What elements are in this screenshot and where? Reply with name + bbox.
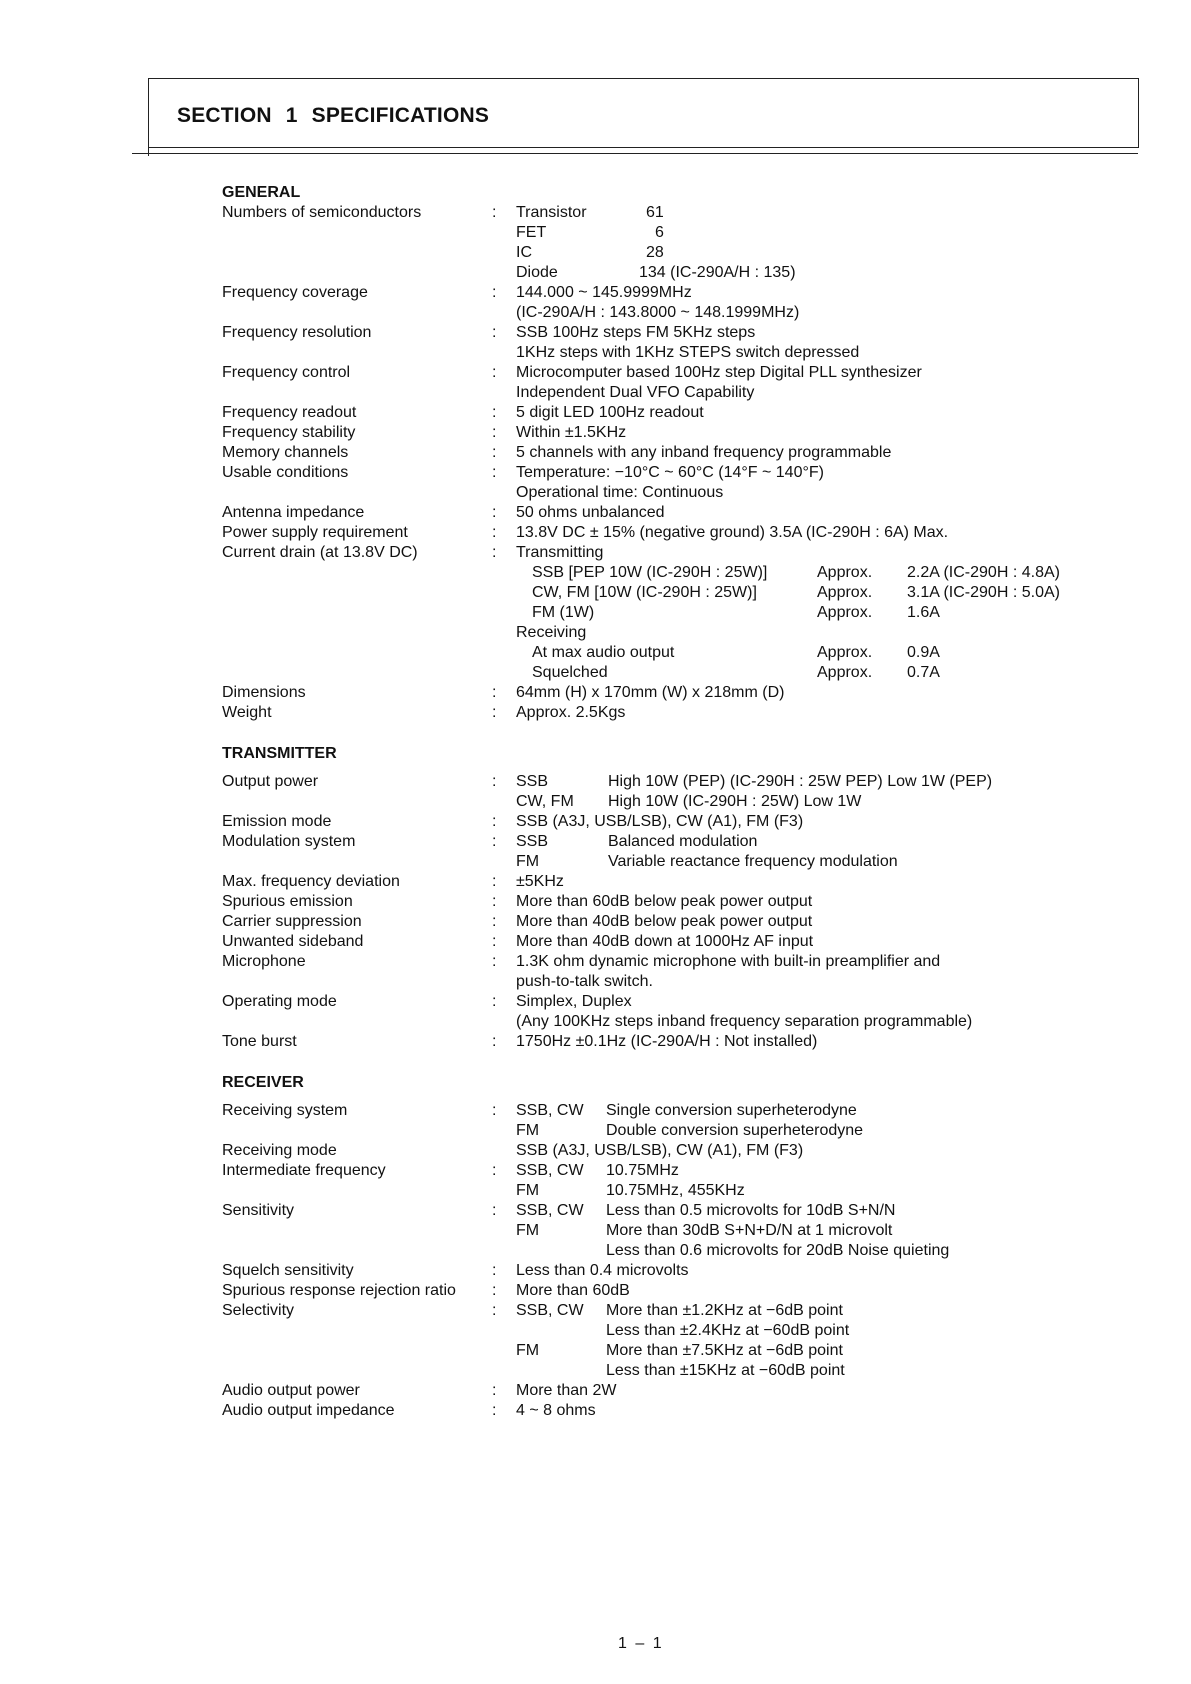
spec-row-emission bbox=[222, 812, 1102, 832]
spec-value bbox=[516, 952, 1102, 992]
current-approx: Approx. bbox=[817, 644, 873, 661]
mode-value: Variable reactance frequency modulation bbox=[608, 853, 898, 870]
mode-value: Double conversion superheterodyne bbox=[606, 1122, 864, 1139]
spec-row-freq-resolution bbox=[222, 323, 1102, 363]
spec-value bbox=[516, 1301, 1102, 1381]
spec-label: Frequency control bbox=[222, 364, 351, 381]
colon: : bbox=[492, 773, 497, 790]
colon: : bbox=[492, 873, 497, 890]
spec-label: Emission mode bbox=[222, 813, 332, 830]
spec-value: Less than 0.4 microvolts bbox=[516, 1262, 689, 1279]
spec-value-line: SSB 100Hz steps FM 5KHz steps bbox=[516, 324, 756, 341]
spec-row-receiving-mode bbox=[222, 1141, 1102, 1161]
spec-value-line: Operational time: Continuous bbox=[516, 484, 724, 501]
spec-label: Operating mode bbox=[222, 993, 337, 1010]
spec-row-audio-impedance bbox=[222, 1401, 1102, 1421]
mode-value: Single conversion superheterodyne bbox=[606, 1102, 857, 1119]
semi-key: Transistor bbox=[516, 204, 587, 221]
spec-row-deviation bbox=[222, 872, 1102, 892]
mode-value: Less than 0.6 microvolts for 20dB Noise quieting bbox=[606, 1242, 950, 1259]
spec-row-tone-burst bbox=[222, 1032, 1102, 1052]
colon: : bbox=[492, 1262, 497, 1279]
spec-label: Frequency resolution bbox=[222, 324, 372, 341]
general-heading: GENERAL bbox=[222, 184, 301, 201]
spec-value: 4 ~ 8 ohms bbox=[516, 1402, 596, 1419]
spec-label: Dimensions bbox=[222, 684, 306, 701]
colon: : bbox=[492, 1402, 497, 1419]
spec-value-line: Temperature: −10°C ~ 60°C (14°F ~ 140°F) bbox=[516, 464, 824, 481]
spec-row-operating bbox=[222, 992, 1102, 1032]
spec-value: More than 2W bbox=[516, 1382, 617, 1399]
spec-row-current-drain bbox=[222, 543, 1102, 683]
current-value: 2.2A (IC-290H : 4.8A) bbox=[907, 564, 1060, 581]
current-value: 3.1A (IC-290H : 5.0A) bbox=[907, 584, 1060, 601]
spec-row-modulation bbox=[222, 832, 1102, 872]
colon: : bbox=[492, 284, 497, 301]
spec-value bbox=[516, 463, 1102, 503]
mode-key: CW, FM bbox=[516, 793, 574, 810]
spec-value bbox=[516, 772, 1102, 812]
spec-value-line: (IC-290A/H : 143.8000 ~ 148.1999MHz) bbox=[516, 304, 800, 321]
spec-label: Max. frequency deviation bbox=[222, 873, 400, 890]
colon: : bbox=[492, 1302, 497, 1319]
spec-label: Antenna impedance bbox=[222, 504, 365, 521]
spacer bbox=[222, 723, 1102, 743]
spec-value: SSB (A3J, USB/LSB), CW (A1), FM (F3) bbox=[516, 1142, 804, 1159]
spec-row-weight bbox=[222, 703, 1102, 723]
current-value: 0.7A bbox=[907, 664, 940, 681]
colon: : bbox=[492, 424, 497, 441]
semi-key: IC bbox=[516, 244, 532, 261]
spec-label: Weight bbox=[222, 704, 272, 721]
spec-value: ±5KHz bbox=[516, 873, 564, 890]
spec-row-receiving-system bbox=[222, 1101, 1102, 1141]
spec-label: Intermediate frequency bbox=[222, 1162, 386, 1179]
spec-row-freq-control bbox=[222, 363, 1102, 403]
current-key: At max audio output bbox=[532, 644, 675, 661]
spec-value: SSB (A3J, USB/LSB), CW (A1), FM (F3) bbox=[516, 813, 804, 830]
spec-label: Power supply requirement bbox=[222, 524, 408, 541]
colon: : bbox=[492, 933, 497, 950]
spec-row-usable bbox=[222, 463, 1102, 503]
mode-key: FM bbox=[516, 1342, 540, 1359]
spec-value-line: Receiving bbox=[516, 624, 587, 641]
spec-label: Tone burst bbox=[222, 1033, 297, 1050]
spec-row-sideband bbox=[222, 932, 1102, 952]
spec-label: Output power bbox=[222, 773, 319, 790]
colon-blank bbox=[490, 1141, 516, 1161]
spec-label: Sensitivity bbox=[222, 1202, 295, 1219]
colon: : bbox=[492, 204, 497, 221]
colon: : bbox=[492, 893, 497, 910]
mode-value: More than 30dB S+N+D/N at 1 microvolt bbox=[606, 1222, 893, 1239]
spec-value: 5 digit LED 100Hz readout bbox=[516, 404, 704, 421]
colon: : bbox=[492, 1282, 497, 1299]
semi-value: 61 bbox=[646, 204, 664, 221]
mode-key: SSB, CW bbox=[516, 1202, 584, 1219]
spec-row-power-supply bbox=[222, 523, 1102, 543]
current-value: 0.9A bbox=[907, 644, 940, 661]
mode-value: More than ±1.2KHz at −6dB point bbox=[606, 1302, 843, 1319]
spec-value-line: push-to-talk switch. bbox=[516, 973, 653, 990]
spec-value-line: Simplex, Duplex bbox=[516, 993, 632, 1010]
spec-value bbox=[516, 363, 1102, 403]
semi-value: 134 (IC-290A/H : 135) bbox=[639, 264, 796, 281]
semi-value: 6 bbox=[655, 224, 664, 241]
spec-row-selectivity bbox=[222, 1301, 1102, 1381]
spec-label: Unwanted sideband bbox=[222, 933, 364, 950]
colon: : bbox=[492, 544, 497, 561]
page-number: 1 – 1 bbox=[618, 1635, 664, 1652]
current-approx: Approx. bbox=[817, 604, 873, 621]
spec-value: More than 40dB down at 1000Hz AF input bbox=[516, 933, 814, 950]
specifications-list bbox=[222, 182, 1102, 1421]
colon: : bbox=[492, 1202, 497, 1219]
spec-row-memory bbox=[222, 443, 1102, 463]
mode-key: FM bbox=[516, 1222, 540, 1239]
spec-value: More than 40dB below peak power output bbox=[516, 913, 813, 930]
spec-value: 5 channels with any inband frequency programmable bbox=[516, 444, 892, 461]
spec-row-carrier bbox=[222, 912, 1102, 932]
spec-value: 1750Hz ±0.1Hz (IC-290A/H : Not installed) bbox=[516, 1033, 818, 1050]
current-key: FM (1W) bbox=[532, 604, 595, 621]
colon: : bbox=[492, 993, 497, 1010]
spec-value bbox=[516, 1201, 1102, 1261]
spec-value-line: 1.3K ohm dynamic microphone with built-in preamplifier and bbox=[516, 953, 941, 970]
mode-key: FM bbox=[516, 853, 540, 870]
spec-value bbox=[516, 323, 1102, 363]
current-key: CW, FM [10W (IC-290H : 25W)] bbox=[532, 584, 757, 601]
spec-label: Frequency readout bbox=[222, 404, 357, 421]
colon: : bbox=[492, 684, 497, 701]
spec-value: 50 ohms unbalanced bbox=[516, 504, 665, 521]
section-label: SECTION bbox=[177, 104, 272, 127]
spec-label: Modulation system bbox=[222, 833, 356, 850]
spec-row-antenna bbox=[222, 503, 1102, 523]
spec-label: Audio output impedance bbox=[222, 1402, 395, 1419]
current-approx: Approx. bbox=[817, 564, 873, 581]
spec-label: Microphone bbox=[222, 953, 306, 970]
mode-key: FM bbox=[516, 1122, 540, 1139]
spec-row-dimensions bbox=[222, 683, 1102, 703]
spec-row-freq-readout bbox=[222, 403, 1102, 423]
colon: : bbox=[492, 813, 497, 830]
spec-value bbox=[516, 992, 1102, 1032]
spec-label: Audio output power bbox=[222, 1382, 360, 1399]
spec-label: Selectivity bbox=[222, 1302, 295, 1319]
current-approx: Approx. bbox=[817, 664, 873, 681]
spec-label: Current drain (at 13.8V DC) bbox=[222, 544, 418, 561]
spec-value: 13.8V DC ± 15% (negative ground) 3.5A (IC-290H : 6A) Max. bbox=[516, 524, 949, 541]
spec-row-semiconductors bbox=[222, 203, 1102, 283]
mode-key: SSB bbox=[516, 833, 549, 850]
mode-key: SSB bbox=[516, 773, 549, 790]
colon: : bbox=[492, 404, 497, 421]
spec-label: Frequency coverage bbox=[222, 284, 368, 301]
spec-value bbox=[516, 1161, 1102, 1201]
colon: : bbox=[492, 1162, 497, 1179]
semi-key: Diode bbox=[516, 264, 558, 281]
spec-value bbox=[516, 283, 1102, 323]
colon: : bbox=[492, 913, 497, 930]
spec-row-spurious-rejection bbox=[222, 1281, 1102, 1301]
receiver-heading: RECEIVER bbox=[222, 1074, 304, 1091]
spec-label: Frequency stability bbox=[222, 424, 356, 441]
spec-row-output-power bbox=[222, 772, 1102, 812]
mode-value: Balanced modulation bbox=[608, 833, 758, 850]
section-title-text: SPECIFICATIONS bbox=[311, 104, 490, 127]
spec-row-freq-stability bbox=[222, 423, 1102, 443]
spec-label: Receiving mode bbox=[222, 1142, 337, 1159]
mode-value: High 10W (IC-290H : 25W) Low 1W bbox=[608, 793, 862, 810]
spec-value: More than 60dB bbox=[516, 1282, 630, 1299]
spec-label: Spurious emission bbox=[222, 893, 353, 910]
current-key: Squelched bbox=[532, 664, 608, 681]
colon: : bbox=[492, 1382, 497, 1399]
spec-value-line: Independent Dual VFO Capability bbox=[516, 384, 755, 401]
spec-value bbox=[516, 543, 1102, 683]
spec-value bbox=[516, 1101, 1102, 1141]
colon: : bbox=[492, 504, 497, 521]
mode-key: SSB, CW bbox=[516, 1302, 584, 1319]
mode-value: 10.75MHz, 455KHz bbox=[606, 1182, 745, 1199]
colon: : bbox=[492, 704, 497, 721]
spec-value-line: (Any 100KHz steps inband frequency separation programmable) bbox=[516, 1013, 973, 1030]
spec-label: Usable conditions bbox=[222, 464, 349, 481]
mode-value: High 10W (PEP) (IC-290H : 25W PEP) Low 1W (PEP) bbox=[608, 773, 993, 790]
spec-label: Squelch sensitivity bbox=[222, 1262, 354, 1279]
spec-value-line: 1KHz steps with 1KHz STEPS switch depressed bbox=[516, 344, 860, 361]
spec-value-line: 144.000 ~ 145.9999MHz bbox=[516, 284, 692, 301]
section-frame-underline bbox=[132, 153, 1138, 154]
spec-row-if bbox=[222, 1161, 1102, 1201]
colon: : bbox=[492, 1033, 497, 1050]
spec-row-sensitivity bbox=[222, 1201, 1102, 1261]
colon: : bbox=[492, 1102, 497, 1119]
mode-key: FM bbox=[516, 1182, 540, 1199]
spec-value bbox=[516, 832, 1102, 872]
section-number: 1 bbox=[285, 104, 298, 127]
current-value: 1.6A bbox=[907, 604, 940, 621]
spec-value-line: Microcomputer based 100Hz step Digital PLL synthesizer bbox=[516, 364, 922, 381]
mode-value: Less than 0.5 microvolts for 10dB S+N/N bbox=[606, 1202, 896, 1219]
spec-row-freq-coverage bbox=[222, 283, 1102, 323]
spec-label: Spurious response rejection ratio bbox=[222, 1282, 456, 1299]
spec-value-line: Transmitting bbox=[516, 544, 604, 561]
colon: : bbox=[492, 953, 497, 970]
spec-value bbox=[516, 203, 1102, 283]
colon: : bbox=[492, 364, 497, 381]
colon: : bbox=[492, 833, 497, 850]
semi-key: FET bbox=[516, 224, 547, 241]
spec-row-spurious-emission bbox=[222, 892, 1102, 912]
mode-value: Less than ±2.4KHz at −60dB point bbox=[606, 1322, 850, 1339]
current-approx: Approx. bbox=[817, 584, 873, 601]
spacer bbox=[222, 1052, 1102, 1072]
mode-value: More than ±7.5KHz at −6dB point bbox=[606, 1342, 843, 1359]
spec-label: Carrier suppression bbox=[222, 913, 362, 930]
spec-row-squelch bbox=[222, 1261, 1102, 1281]
spec-label: Memory channels bbox=[222, 444, 349, 461]
spec-row-microphone bbox=[222, 952, 1102, 992]
colon: : bbox=[492, 444, 497, 461]
spec-label: Numbers of semiconductors bbox=[222, 204, 422, 221]
colon: : bbox=[492, 464, 497, 481]
section-title bbox=[177, 104, 489, 128]
colon: : bbox=[492, 524, 497, 541]
spec-row-audio-power bbox=[222, 1381, 1102, 1401]
colon: : bbox=[492, 324, 497, 341]
spec-value: Within ±1.5KHz bbox=[516, 424, 627, 441]
mode-value: 10.75MHz bbox=[606, 1162, 679, 1179]
section-frame-left-edge bbox=[148, 78, 149, 156]
transmitter-heading: TRANSMITTER bbox=[222, 745, 337, 762]
mode-value: Less than ±15KHz at −60dB point bbox=[606, 1362, 845, 1379]
spec-label: Receiving system bbox=[222, 1102, 348, 1119]
mode-key: SSB, CW bbox=[516, 1162, 584, 1179]
mode-key: SSB, CW bbox=[516, 1102, 584, 1119]
spec-value: More than 60dB below peak power output bbox=[516, 893, 813, 910]
semi-value: 28 bbox=[646, 244, 664, 261]
spec-value: Approx. 2.5Kgs bbox=[516, 704, 626, 721]
current-key: SSB [PEP 10W (IC-290H : 25W)] bbox=[532, 564, 768, 581]
spec-value: 64mm (H) x 170mm (W) x 218mm (D) bbox=[516, 684, 785, 701]
